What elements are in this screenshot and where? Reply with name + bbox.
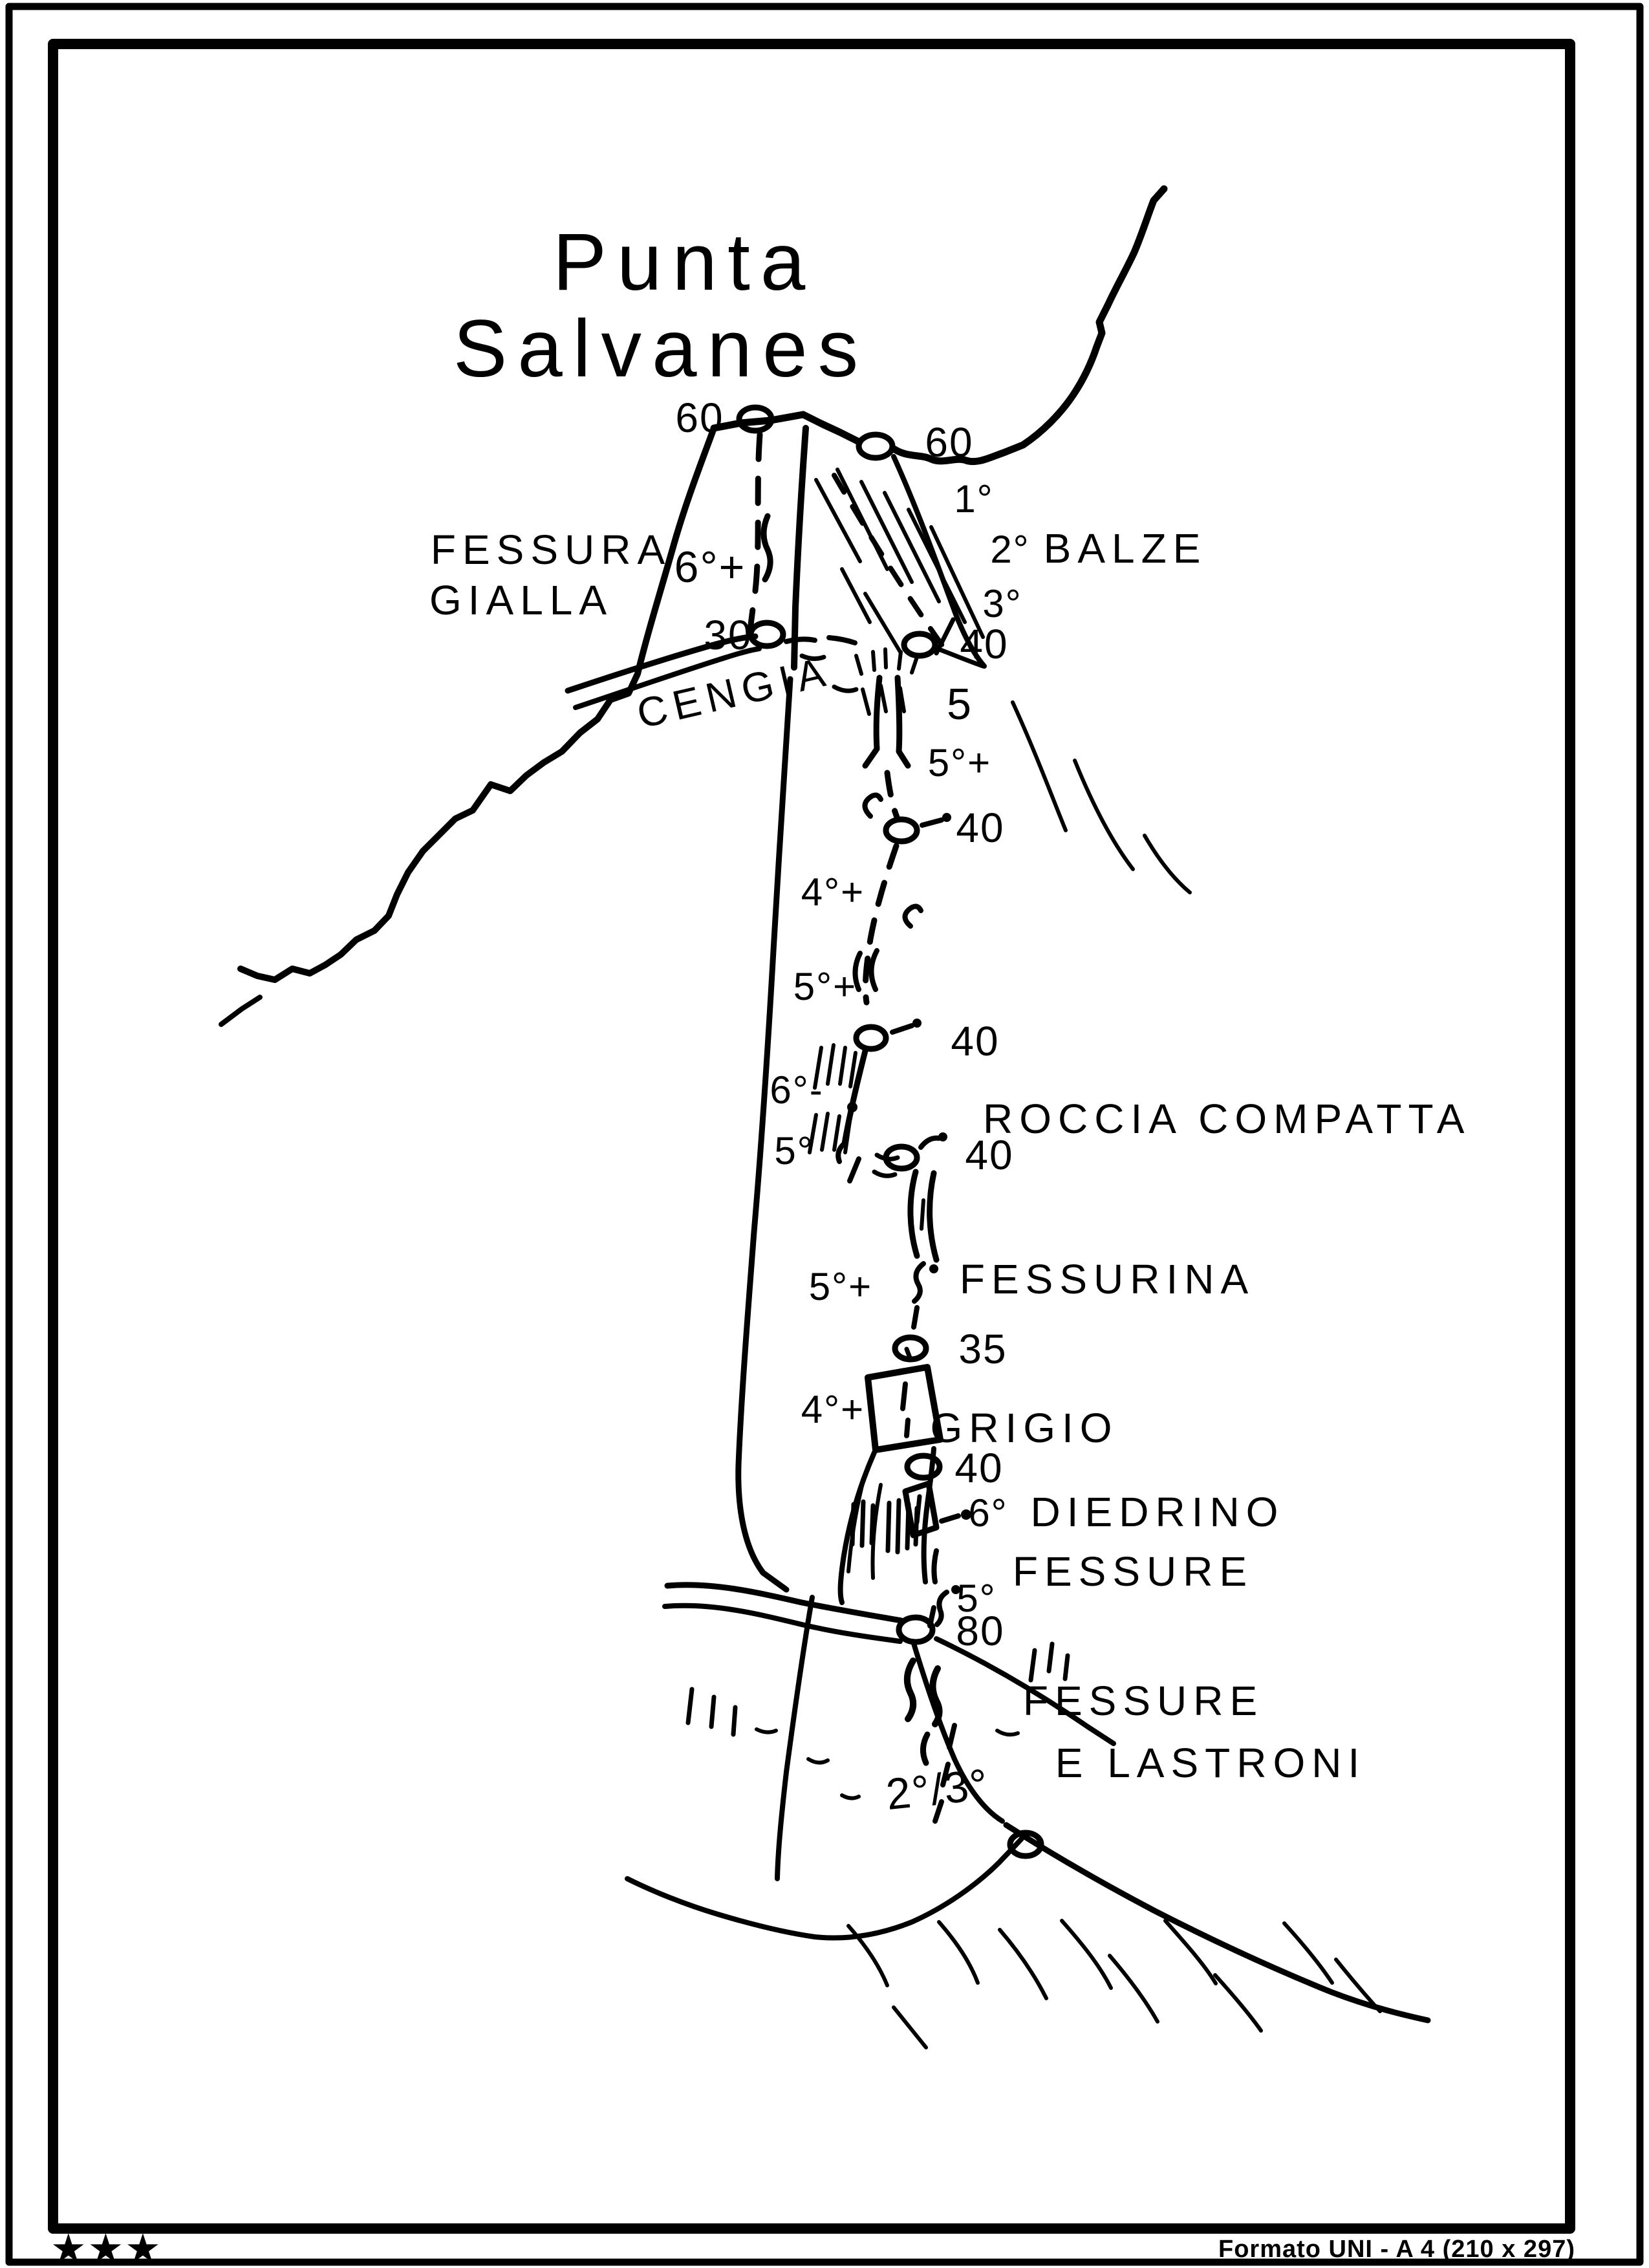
piton-dot [938, 1132, 947, 1141]
belay-oval-summit-right [859, 435, 892, 458]
label-lastroni: E LASTRONI [1055, 1740, 1366, 1786]
rating-stars: ★★★ [50, 2225, 162, 2268]
page-title-line1: Punta [552, 217, 816, 307]
grade-lower-wall: 2°/3° [883, 1760, 991, 1820]
label-fessure: FESSURE [1012, 1548, 1254, 1595]
length-35: 35 [958, 1326, 1008, 1372]
grade-fessura-gialla: 6°+ [674, 543, 746, 592]
piton-arrow [892, 1026, 912, 1032]
label-roccia-compatta: ROCCIA COMPATTA [983, 1096, 1471, 1142]
grade-diedrino-exit: 5° [956, 1577, 997, 1620]
right-terrain-lines [1013, 702, 1190, 892]
label-grigio: GRIGIO [930, 1405, 1119, 1451]
length-30: 30 [704, 612, 753, 658]
label-balze: BALZE [1043, 525, 1207, 572]
belay-oval-40-wall [856, 1027, 886, 1049]
length-80: 80 [956, 1608, 1005, 1654]
piton-dot [942, 813, 951, 822]
label-gialla: GIALLA [429, 577, 614, 623]
belay-oval-80 [899, 1617, 932, 1642]
grade-compatta: 5° [774, 1129, 814, 1172]
grade-pitch3: 3° [982, 582, 1022, 625]
chimney-crack [856, 649, 917, 819]
grade-chimney-exit: 5°+ [927, 741, 992, 784]
belay-oval-40-chimney [886, 819, 917, 841]
route-fessura-gialla [749, 435, 770, 635]
label-cengia: CENGIA [632, 647, 835, 737]
label-fessurina: FESSURINA [959, 1256, 1255, 1302]
length-40-grigio: 40 [954, 1445, 1004, 1491]
grigio-block [868, 1349, 940, 1450]
page-title-line2: Salvanes [453, 304, 869, 394]
grade-wall1: 4°+ [801, 870, 865, 914]
length-summit-right: 60 [925, 419, 974, 466]
piton-arrow [922, 820, 942, 825]
belay-oval-40-balze [904, 634, 935, 656]
grade-grigio: 4°+ [801, 1388, 865, 1431]
length-40-wall: 40 [951, 1018, 1000, 1064]
grade-chimney: 5 [947, 680, 973, 729]
label-diedrino: DIEDRINO [1030, 1489, 1285, 1535]
length-summit-left: 60 [675, 394, 724, 441]
summit-tower-and-left-flank [221, 428, 806, 1024]
fessurina-crack [911, 1172, 938, 1327]
piton-arrow [921, 1138, 939, 1147]
length-40-compatta: 40 [965, 1132, 1014, 1178]
label-fessura: FESSURA [430, 526, 672, 573]
grade-pitch2: 2° [990, 528, 1030, 571]
piton-dot [912, 1019, 921, 1028]
route-wall-dashes [855, 846, 921, 1002]
length-40-chimney: 40 [956, 805, 1005, 851]
label-fessure-lower: FESSURE [1022, 1678, 1264, 1724]
grade-wall2: 5°+ [793, 965, 857, 1008]
belay-oval-40-grigio [907, 1456, 940, 1478]
grigio-pillar [841, 1449, 934, 1603]
format-label: Formato UNI - A 4 (210 x 297) [1218, 2236, 1575, 2263]
length-40-balze: 40 [960, 621, 1009, 667]
grade-fessurina: 5°+ [808, 1265, 873, 1308]
grade-compatta-var: 6°- [770, 1068, 824, 1112]
grade-diedrino: 6° [968, 1491, 1008, 1535]
grade-pitch1: 1° [954, 477, 994, 521]
